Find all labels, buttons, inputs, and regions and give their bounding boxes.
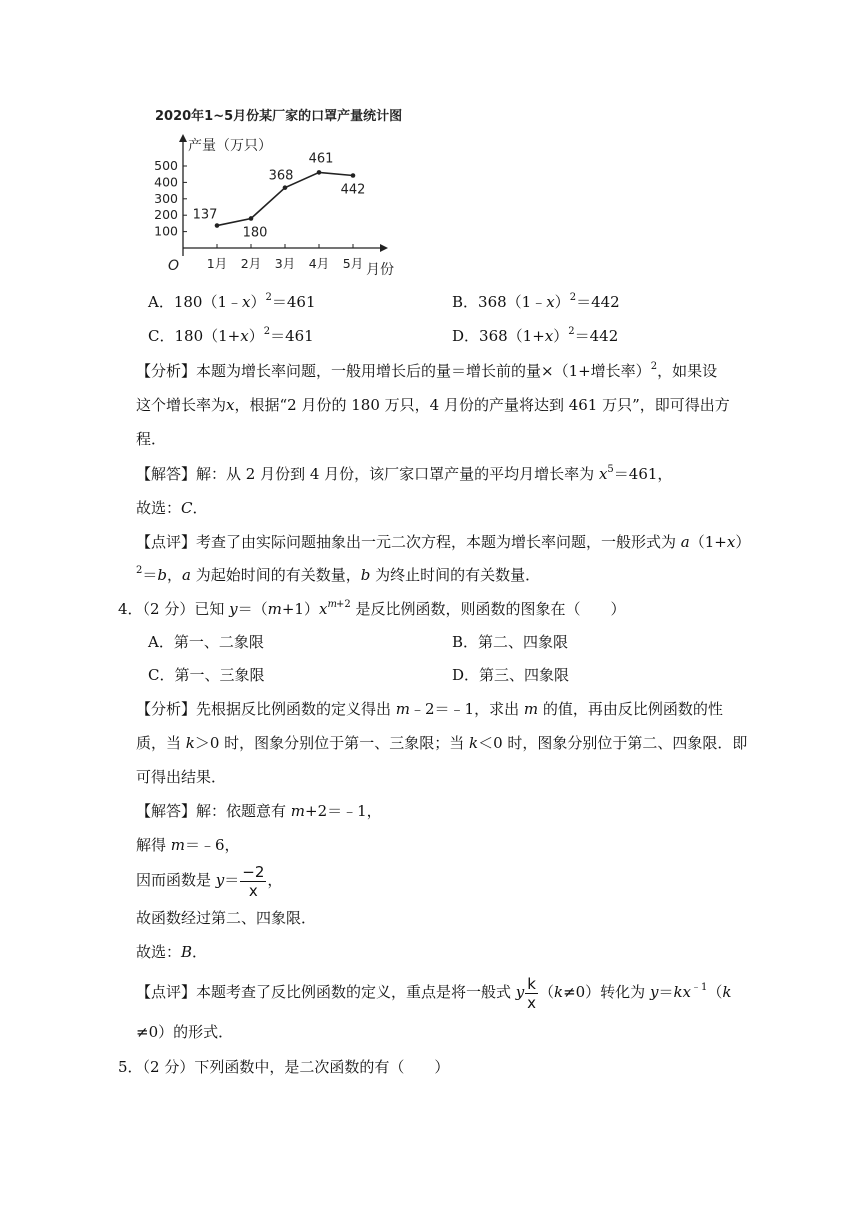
q4-analysis-line-3: 可得出结果．: [136, 768, 227, 786]
q4-option-d: D．第三、四象限: [452, 666, 570, 684]
y-tick-label: 100: [154, 223, 178, 239]
x-tick-label: 1月: [206, 256, 228, 271]
q3-option-b: B．368（1﹣x）$^2$＝442: [452, 292, 620, 311]
q4-option-b: B．第二、四象限: [452, 633, 569, 651]
x-tick-label: 3月: [274, 256, 296, 271]
q4-option-a: A．第一、二象限: [148, 633, 264, 651]
q3-comment-line-1: 【点评】考查了由实际问题抽象出一元二次方程，本题为增长率问题，一般形式为 a（1+x）: [136, 533, 751, 551]
data-label: 180: [242, 225, 268, 241]
fraction-neg2-over-x: $\frac{-2}{x}$: [242, 862, 265, 900]
x-axis-label: 月份: [366, 262, 394, 278]
data-label: 368: [268, 168, 294, 184]
line-chart: [150, 98, 440, 280]
q3-analysis-line-2: 这个增长率为x，根据“2 月份的 180 万只，4 月份的产量将达到 461 万只”，即可得出方: [136, 396, 730, 414]
q4-answer-line-3: 因而函数是 y＝ $\frac{-2}{x}$ ，: [136, 862, 283, 900]
q4-option-c: C．第一、三象限: [148, 666, 265, 684]
q3-option-c: C．$180(1+x)^2=461$: [148, 326, 314, 345]
q4-stem: 4．（2 分）已知 $y=(m+1)x^{m+2}$ 是反比例函数，则函数的图象在（ ）: [118, 599, 626, 618]
q4-comment-line-2: ≠0）的形式．: [136, 1023, 234, 1041]
q5-stem: 5．（2 分）下列函数中，是二次函数的有（ ）: [118, 1058, 450, 1076]
q4-analysis-line-2: 质，当 k＞0 时，图象分别位于第一、三象限；当 k＜0 时，图象分别位于第二、四象限．即: [136, 734, 748, 752]
data-point: [317, 170, 322, 175]
q3-option-d: D．$368(1+x)^2=442$: [452, 326, 619, 345]
chart-title: 2020年1~5月份某厂家的口罩产量统计图: [155, 109, 403, 124]
q4-answer-line-2: 解得 m＝﹣6，: [136, 836, 240, 854]
y-tick-label: 400: [154, 174, 178, 190]
x-tick-label: 2月: [240, 256, 262, 271]
q3-comment-line-2: $^2$＝b，a 为起始时间的有关数量，b 为终止时间的有关数量．: [136, 565, 541, 584]
x-tick-label: 4月: [308, 256, 330, 271]
q3-answer-line-1: 【解答】解：从 2 月份到 4 月份，该厂家口罩产量的平均月增长率为 $x^5=461$，: [136, 464, 673, 483]
q4-answer-line-5: 故选：B．: [136, 943, 208, 961]
q3-option-a: A．180（1﹣x）$^2$＝461: [148, 292, 316, 311]
data-label: 137: [192, 207, 218, 223]
data-point: [215, 223, 220, 228]
x-axis-arrow: [380, 244, 388, 252]
data-point: [249, 216, 254, 221]
q3-analysis-line-1: 【分析】本题为增长率问题，一般用增长后的量＝增长前的量×（1+增长率）$^2$，如果设: [136, 361, 718, 380]
y-tick-label: 500: [154, 158, 178, 173]
data-label: 461: [308, 151, 334, 167]
data-point: [351, 173, 356, 178]
q3-answer-line-2: 故选：C．: [136, 499, 208, 517]
x-tick-label: 5月: [342, 256, 364, 271]
data-point: [283, 185, 288, 190]
origin-label: O: [168, 258, 180, 274]
q4-comment-line-1: 【点评】本题考查了反比例函数的定义，重点是将一般式 y $\frac{k}{x}$ （k≠0）转化为 $y=kx^{﹣1}(k$: [136, 974, 732, 1012]
q4-analysis-line-1: 【分析】先根据反比例函数的定义得出 m﹣2＝﹣1，求出 m 的值，再由反比例函数的性: [136, 700, 723, 718]
q4-answer-line-4: 故函数经过第二、四象限．: [136, 909, 317, 927]
q4-answer-line-1: 【解答】解：依题意有 m+2＝﹣1，: [136, 802, 382, 820]
q3-analysis-line-3: 程．: [136, 430, 167, 448]
y-tick-label: 300: [154, 190, 178, 206]
y-axis-arrow: [179, 134, 187, 142]
y-tick-label: 200: [154, 207, 178, 223]
fraction-k-over-x: $\frac{k}{x}$: [527, 974, 537, 1012]
y-axis-label: 产量（万只）: [188, 138, 272, 154]
data-label: 442: [340, 182, 366, 198]
